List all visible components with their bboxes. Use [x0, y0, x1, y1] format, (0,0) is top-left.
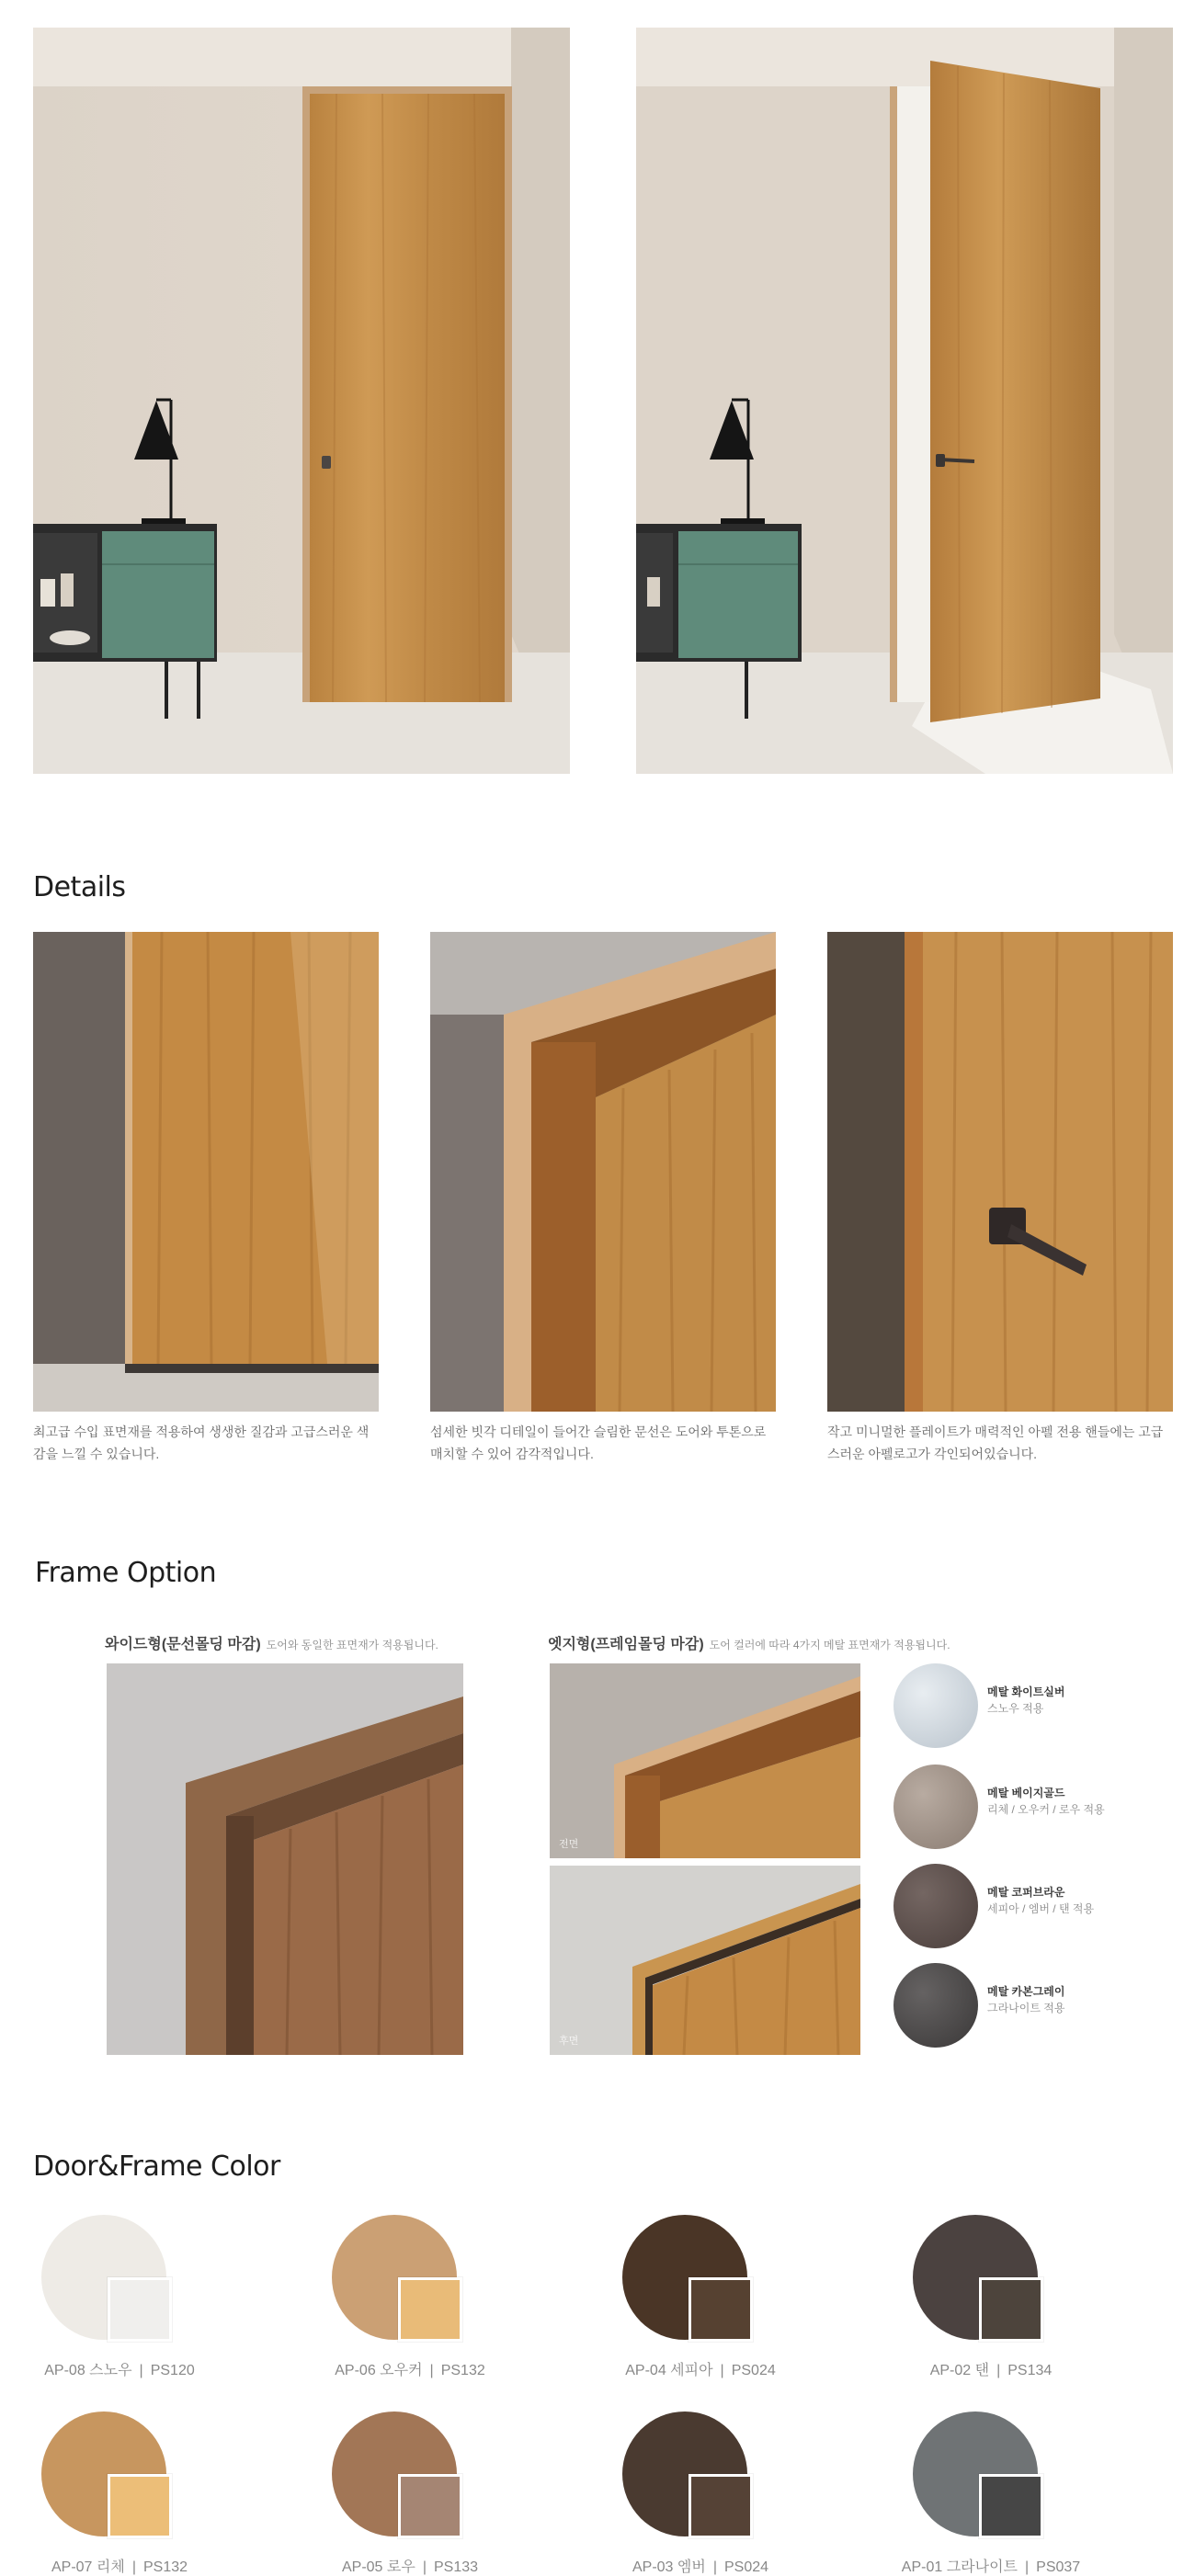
color-swatch-item[interactable]: [290, 2411, 529, 2576]
detail-photo-frame: [430, 932, 776, 1412]
metal-swatch-item: [893, 1765, 1169, 1851]
color-swatch-label: AP-06 오우커 | PS132: [335, 2363, 485, 2378]
color-swatch-label: AP-02 탠 | PS134: [929, 2363, 1053, 2378]
detail-caption-surface: 최고급 수입 표면재를 적용하여 생생한 질감과 고급스러운 색감을 느낄 수 있습니다.: [33, 1424, 370, 1461]
wide-frame-desc: 도어와 동일한 표면재가 적용됩니다.: [266, 1639, 438, 1651]
hero-photo-door-open: [636, 28, 1173, 774]
metal-swatch-note: 스노우 적용: [987, 1702, 1044, 1715]
metal-swatch-list: [893, 1663, 1169, 2059]
color-swatch-label: AP-08 스노우 | PS120: [44, 2363, 195, 2378]
edge-frame-name: 엣지형(프레임몰딩 마감): [548, 1637, 704, 1652]
color-swatch-visual: [622, 2215, 760, 2353]
metal-swatch-item: [893, 1864, 1169, 1950]
metal-swatch-item: [893, 1963, 1169, 2049]
wide-frame-heading: [105, 1632, 438, 1653]
hero-photo-door-closed: [33, 28, 570, 774]
edge-frame-heading: [548, 1632, 950, 1653]
metal-swatch-name: 메탈 베이지골드: [987, 1787, 1065, 1799]
detail-photo-handle: [827, 932, 1173, 1412]
wide-frame-name: 와이드형(문선몰딩 마감): [105, 1637, 261, 1652]
color-swatch-item[interactable]: [0, 2215, 239, 2379]
color-swatch-item[interactable]: [0, 2411, 239, 2576]
metal-swatch-name: 메탈 코퍼브라운: [987, 1886, 1065, 1899]
color-swatch-visual: [913, 2215, 1051, 2353]
door-frame-color-title: Door&Frame Color: [33, 2150, 280, 2183]
color-swatch-visual: [41, 2215, 179, 2353]
frame-color-square: [689, 2277, 753, 2342]
detail-caption-frame: 섬세한 빗각 디테일이 들어간 슬림한 문선은 도어와 투톤으로 매치할 수 있어 감각적입니다.: [430, 1424, 767, 1461]
frame-option-title: Frame Option: [35, 1557, 217, 1589]
frame-color-square: [398, 2474, 462, 2538]
edge-frame-photo-front: [550, 1663, 860, 1858]
metal-swatch-circle: [893, 1765, 978, 1849]
wide-frame-photo: [107, 1663, 463, 2055]
color-swatch-label: AP-05 로우 | PS133: [341, 2559, 479, 2575]
color-swatch-label: AP-07 리체 | PS132: [51, 2559, 188, 2575]
color-swatch-visual: [913, 2411, 1051, 2549]
color-swatch-label: AP-01 그라나이트 | PS037: [901, 2559, 1081, 2575]
details-title: Details: [33, 871, 126, 903]
metal-swatch-circle: [893, 1963, 978, 2048]
metal-swatch-item: [893, 1663, 1169, 1750]
color-swatch-item[interactable]: [871, 2411, 1110, 2576]
detail-caption-handle: 작고 미니멀한 플레이트가 매력적인 아펠 전용 핸들에는 고급스러운 아펠로고가 각인되어있습니다.: [827, 1424, 1164, 1461]
color-swatch-item[interactable]: [290, 2215, 529, 2379]
frame-color-square: [689, 2474, 753, 2538]
frame-color-square: [108, 2277, 172, 2342]
edge-photo-back-label: 후면: [559, 2036, 579, 2047]
frame-color-square: [108, 2474, 172, 2538]
frame-color-square: [398, 2277, 462, 2342]
color-swatch-item[interactable]: [871, 2215, 1110, 2379]
metal-swatch-circle: [893, 1864, 978, 1948]
color-swatch-visual: [622, 2411, 760, 2549]
color-swatch-label: AP-03 엠버 | PS024: [632, 2559, 769, 2575]
metal-swatch-note: 그라나이트 적용: [987, 2002, 1065, 2014]
color-swatch-label: AP-04 세피아 | PS024: [625, 2363, 776, 2378]
color-swatch-visual: [332, 2411, 470, 2549]
color-swatch-visual: [41, 2411, 179, 2549]
color-swatch-item[interactable]: [581, 2411, 820, 2576]
edge-frame-photo-back: [550, 1866, 860, 2055]
edge-frame-desc: 도어 컬러에 따라 4가지 메탈 표면재가 적용됩니다.: [709, 1639, 950, 1651]
metal-swatch-note: 세피아 / 엠버 / 탠 적용: [987, 1902, 1095, 1915]
color-swatch-visual: [332, 2215, 470, 2353]
frame-color-square: [979, 2277, 1043, 2342]
metal-swatch-name: 메탈 카본그레이: [987, 1985, 1065, 1998]
metal-swatch-note: 리체 / 오우커 / 로우 적용: [987, 1803, 1105, 1816]
color-swatch-item[interactable]: [581, 2215, 820, 2379]
frame-color-square: [979, 2474, 1043, 2538]
detail-photo-surface: [33, 932, 379, 1412]
edge-photo-front-label: 전면: [559, 1839, 579, 1850]
metal-swatch-name: 메탈 화이트실버: [987, 1685, 1065, 1698]
metal-swatch-circle: [893, 1663, 978, 1748]
